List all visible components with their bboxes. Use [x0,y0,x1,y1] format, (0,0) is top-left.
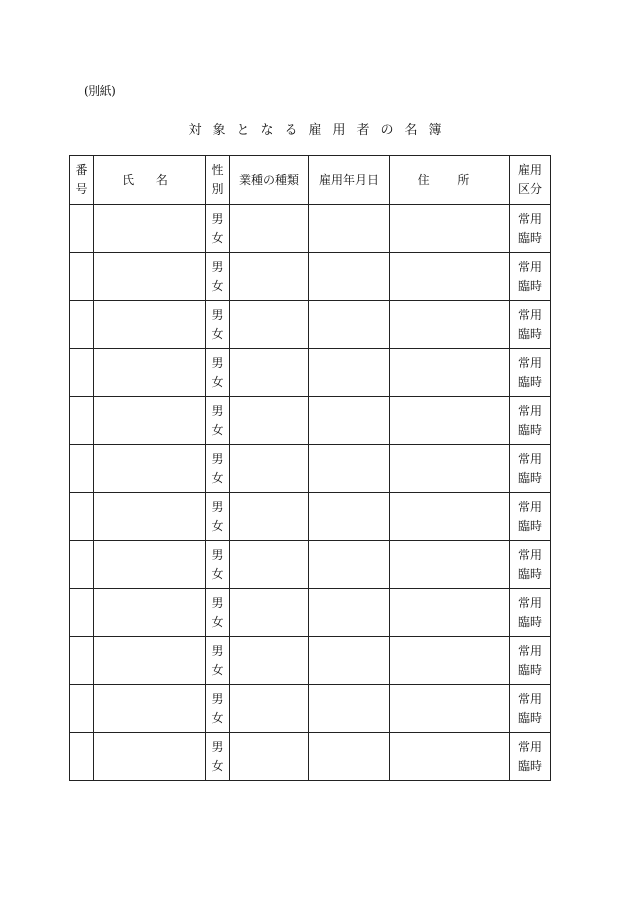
employment-category-cell[interactable] [510,493,551,541]
sex-option[interactable]: 女 [211,614,224,629]
sex-cell[interactable] [206,493,230,541]
sex-option[interactable]: 女 [211,326,224,341]
name-cell[interactable] [94,205,206,253]
sex-cell[interactable] [206,733,230,781]
employment-category-option[interactable]: 臨時 [517,278,542,293]
job-type-cell[interactable] [230,301,309,349]
employment-category-cell[interactable] [510,541,551,589]
job-type-cell[interactable] [230,253,309,301]
hire-date-cell[interactable] [309,541,390,589]
hire-date-cell[interactable] [309,589,390,637]
sex-option[interactable]: 男 [211,643,224,658]
employment-category-option[interactable]: 臨時 [517,566,542,581]
employment-category-option[interactable]: 臨時 [517,518,542,533]
sex-option[interactable]: 男 [211,499,224,514]
table-row [70,685,551,733]
table-row [70,205,551,253]
sex-cell[interactable] [206,685,230,733]
number-cell[interactable] [70,733,94,781]
employment-category-option[interactable]: 臨時 [517,758,542,773]
address-cell[interactable] [390,637,510,685]
name-cell[interactable] [94,589,206,637]
job-type-cell[interactable] [230,397,309,445]
employment-category-option[interactable]: 臨時 [517,326,542,341]
employment-category-cell[interactable] [510,589,551,637]
number-cell[interactable] [70,253,94,301]
job-type-cell[interactable] [230,589,309,637]
employment-category-cell[interactable] [510,397,551,445]
number-cell[interactable] [70,685,94,733]
table-row [70,253,551,301]
sex-cell[interactable] [206,541,230,589]
address-cell[interactable] [390,253,510,301]
name-cell[interactable] [94,349,206,397]
roster-body [70,205,551,781]
header-name: 氏 名 [94,156,206,205]
employment-category-option[interactable]: 臨時 [517,422,542,437]
hire-date-cell[interactable] [309,301,390,349]
address-cell[interactable] [390,205,510,253]
annex-label: (別紙) [84,84,116,98]
job-type-cell[interactable] [230,733,309,781]
employment-category-option[interactable]: 常用 [517,691,542,706]
sex-option[interactable]: 女 [211,662,224,677]
job-type-cell[interactable] [230,685,309,733]
employee-roster-table [69,155,551,781]
sex-option[interactable]: 男 [211,355,224,370]
table-row [70,445,551,493]
employment-category-option[interactable]: 常用 [517,403,542,418]
sex-option[interactable]: 男 [211,259,224,274]
sex-option[interactable]: 女 [211,374,224,389]
employment-category-option[interactable]: 常用 [517,595,542,610]
job-type-cell[interactable] [230,445,309,493]
employment-category-option[interactable]: 臨時 [517,710,542,725]
table-row [70,589,551,637]
name-cell[interactable] [94,493,206,541]
name-cell[interactable] [94,445,206,493]
name-cell[interactable] [94,637,206,685]
employment-category-option[interactable]: 常用 [517,643,542,658]
number-cell[interactable] [70,349,94,397]
sex-cell[interactable] [206,445,230,493]
sex-option[interactable]: 男 [211,739,224,754]
sex-option[interactable]: 女 [211,518,224,533]
number-cell[interactable] [70,205,94,253]
name-cell[interactable] [94,733,206,781]
sex-cell[interactable] [206,589,230,637]
sex-cell[interactable] [206,301,230,349]
header-row [70,156,551,205]
header-number: 番 号 [70,156,94,205]
header-sex: 性 別 [206,156,230,205]
sex-cell[interactable] [206,205,230,253]
sex-option[interactable]: 女 [211,566,224,581]
document-title: 対象となる雇用者の名簿 [188,123,453,138]
number-cell[interactable] [70,397,94,445]
table-row [70,733,551,781]
employment-category-option[interactable]: 臨時 [517,614,542,629]
sex-option[interactable]: 男 [211,691,224,706]
hire-date-cell[interactable] [309,349,390,397]
table-row [70,541,551,589]
employment-category-cell[interactable] [510,685,551,733]
table-row [70,349,551,397]
header-employment-category: 雇用 区分 [510,156,551,205]
employment-category-cell[interactable] [510,637,551,685]
sex-cell[interactable] [206,253,230,301]
name-cell[interactable] [94,301,206,349]
job-type-cell[interactable] [230,349,309,397]
number-cell[interactable] [70,637,94,685]
employment-category-cell[interactable] [510,253,551,301]
employment-category-cell[interactable] [510,205,551,253]
employment-category-cell[interactable] [510,349,551,397]
sex-option[interactable]: 女 [211,422,224,437]
table-row [70,301,551,349]
job-type-cell[interactable] [230,637,309,685]
number-cell[interactable] [70,445,94,493]
number-cell[interactable] [70,301,94,349]
sex-option[interactable]: 男 [211,307,224,322]
sex-option[interactable]: 男 [211,403,224,418]
job-type-cell[interactable] [230,493,309,541]
employment-category-option[interactable]: 常用 [517,451,542,466]
number-cell[interactable] [70,541,94,589]
hire-date-cell[interactable] [309,445,390,493]
table-row [70,397,551,445]
name-cell[interactable] [94,397,206,445]
sex-cell[interactable] [206,349,230,397]
hire-date-cell[interactable] [309,637,390,685]
header-job-type: 業種の種類 [230,156,309,205]
sex-cell[interactable] [206,397,230,445]
header-hire-date: 雇用年月日 [309,156,390,205]
sex-cell[interactable] [206,637,230,685]
job-type-cell[interactable] [230,541,309,589]
sex-option[interactable]: 女 [211,230,224,245]
table-row [70,637,551,685]
sex-option[interactable]: 女 [211,758,224,773]
employment-category-option[interactable]: 常用 [517,355,542,370]
address-cell[interactable] [390,493,510,541]
sex-option[interactable]: 女 [211,470,224,485]
hire-date-cell[interactable] [309,205,390,253]
sex-option[interactable]: 女 [211,710,224,725]
sex-option[interactable]: 男 [211,595,224,610]
employment-category-cell[interactable] [510,301,551,349]
table-row [70,493,551,541]
address-cell[interactable] [390,397,510,445]
sex-option[interactable]: 男 [211,211,224,226]
address-cell[interactable] [390,445,510,493]
sex-option[interactable]: 女 [211,278,224,293]
hire-date-cell[interactable] [309,253,390,301]
address-cell[interactable] [390,349,510,397]
address-cell[interactable] [390,301,510,349]
employment-category-option[interactable]: 常用 [517,259,542,274]
address-cell[interactable] [390,733,510,781]
employment-category-option[interactable]: 常用 [517,739,542,754]
employment-category-option[interactable]: 臨時 [517,230,542,245]
employment-category-option[interactable]: 臨時 [517,662,542,677]
hire-date-cell[interactable] [309,397,390,445]
name-cell[interactable] [94,541,206,589]
employment-category-option[interactable]: 常用 [517,499,542,514]
number-cell[interactable] [70,589,94,637]
employment-category-cell[interactable] [510,445,551,493]
name-cell[interactable] [94,685,206,733]
address-cell[interactable] [390,589,510,637]
address-cell[interactable] [390,685,510,733]
hire-date-cell[interactable] [309,733,390,781]
header-address: 住 所 [390,156,510,205]
employment-category-option[interactable]: 臨時 [517,470,542,485]
employment-category-option[interactable]: 臨時 [517,374,542,389]
employment-category-option[interactable]: 常用 [517,211,542,226]
employment-category-cell[interactable] [510,733,551,781]
sex-option[interactable]: 男 [211,547,224,562]
job-type-cell[interactable] [230,205,309,253]
hire-date-cell[interactable] [309,685,390,733]
employment-category-option[interactable]: 常用 [517,307,542,322]
sex-option[interactable]: 男 [211,451,224,466]
employment-category-option[interactable]: 常用 [517,547,542,562]
address-cell[interactable] [390,541,510,589]
hire-date-cell[interactable] [309,493,390,541]
number-cell[interactable] [70,493,94,541]
name-cell[interactable] [94,253,206,301]
